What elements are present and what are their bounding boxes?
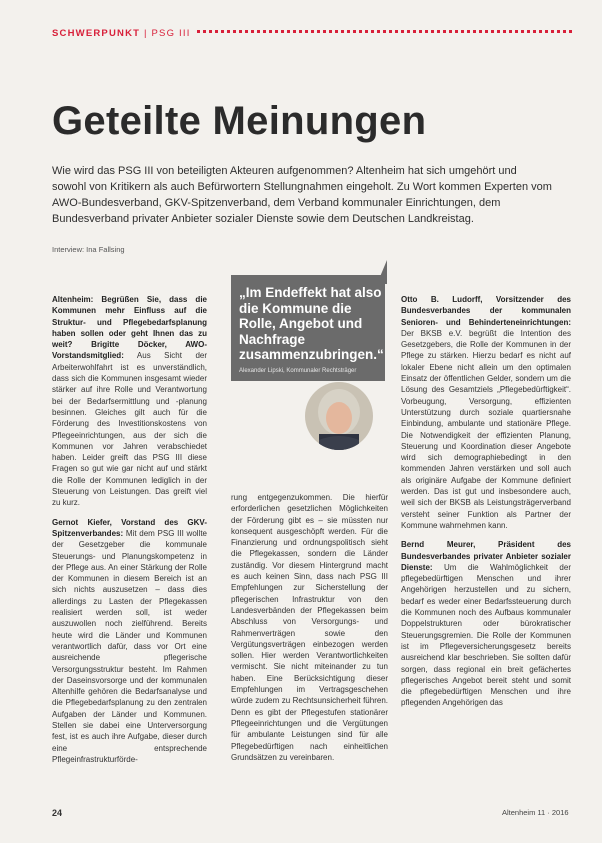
answer-text: Mit dem PSG III wollte der Gesetzgeber die kommunale Steuerungs- und Planungskompetenz in der Pflege aus. An einer Stärkung der Rolle der Kommunen in diesem Bereich ist an sich nichts auszusetzen – dass dies allerdings zu Lasten der Pflegekassen realisiert werden soll, ist weder auszuwollen noch zielführend. Bereits heute wird die Länder und Kommunen verantwortlich dafür, dass vor Ort eine ausreichende pflegerische Versorgungsstruktur besteht. Im Rahmen der Daseinsvorsorge und der kommunalen Altenhilfe gehören die Bedarfsanalyse und die Pflegebedarfsplanung zu den zentralen Aufgaben der Länder und Kommunen. Stellen sie dabei eine Unterversorgung fest, ist es auch ihre Aufgabe, dieser durch eine entsprechende Pflegeinfrastrukturförde- [52, 528, 207, 764]
section-header [52, 25, 572, 41]
answer-text: Um die Wahlmöglichkeit der pflegebedürftigen Menschen und ihrer Angehörigen herzustellen und zu sichern, bedarf es weder einer Bedarfssteuerung durch die Kommunen noch des Aufbaus kommunaler Doppelstrukturen oder bürokratischer Steuerungsgremien. Die Rolle der Kommunen ist im Pflegeversicherungsgesetz bereits ausreichend klar beschrieben. Sie sollten dafür sorgen, dass regional ein breit gefächertes pflegerisches Angebot bereit steht und somit die pflegebedürftigen Menschen und ihre pflegenden Angehörigen das [401, 562, 571, 708]
portrait-photo-icon [305, 382, 373, 450]
article-title: Geteilte Meinungen [52, 99, 427, 143]
section-name: SCHWERPUNKT [52, 27, 141, 39]
column-right [401, 294, 571, 717]
column-middle [231, 492, 388, 771]
column-left [52, 294, 207, 773]
interview-credit: Interview: Ina Fallsing [52, 245, 125, 254]
answer-block [52, 517, 207, 766]
answer-text: Der BKSB e.V. begrüßt die Intention des Gesetzgebers, die Rolle der Kommunen in der Pflege zu stärken. Hierzu bedarf es nicht auf lokaler Ebene nicht allein um den optimalen Einsatz der öffentlichen Gelder, sondern um die Lösung des Gesamtziels „Pflegebedürftigkeit“. Vorbeugung, Versorgung, effizienten Unterstützung durch soziale quartiersnahe Einbindung, ambulante und stationäre Pflege. Die Notwendigkeit der effizienten Planung, Steuerung und Koordination dieser Angebote wird sich demographiebedingt in den kommenden Jahren verstärken und soll auch als originäre Aufgabe der Kommune definiert werden. Das ist gut und insbesondere auch, weil sich der BKSB als Leistungsträgerverband versteht seiner Funktion als Partner der Kommune wahrnehmen kann. [401, 328, 571, 530]
section-separator: | [144, 27, 148, 39]
question-text: Altenheim: Begrüßen Sie, dass die Kommunen mehr Einfluss auf die Struktur- und Pflegebedarfsplanung haben sollen oder geht Ihnen das zu weit? Brigitte Döcker, AWO-Vorstandsmitglied: [52, 295, 207, 361]
article-intro: Wie wird das PSG III von beteiligten Akteuren aufgenommen? Altenheim hat sich umgehört und sowohl von Kritikern als auch Befürwortern Stellungnahmen eingeholt. Zu Wort kommen Experten vom AWO-Bundesverband, GKV-Spitzenverband, dem Verband kommunaler Einrichtungen, dem Bundesverband privater Anbieter sozialer Dienste sowie dem Deutschen Landkreistag. [52, 165, 552, 225]
pull-quote [231, 275, 385, 381]
answer-block [401, 294, 571, 531]
pull-quote-author: Alexander Lipski, Kommunaler Rechtsträger [239, 367, 357, 374]
question-block [52, 294, 207, 509]
answer-text: Aus Sicht der Arbeiterwohlfahrt ist es unverständlich, dass sich die Kommunen insgesamt wieder stärker auf ihre Rolle und Verantwortung bei der Bedarfsermittlung und -planung besinnen. Gleiches gilt auch für die Förderung des Investitionskostens von Pflegeeinrichtungen, aus der sich die Kommunen vor Jahren verabschiedet haben. Leider greift das PSG III diese Fragen so gut wie gar nicht auf und stärkt die Rolle der Kommunen lediglich in der Steuerung von Leistungen. Das greift viel zu kurz. [52, 351, 208, 508]
section-label [52, 28, 191, 39]
page-number: 24 [52, 808, 63, 818]
answer-continuation: rung entgegenzukommen. Die hierfür erforderlichen gesetzlichen Möglichkeiten der Förderung gibt es – sie müssten nur konsequent ausgeschöpft werden. Für die Finanzierung und ordnungspolitisch sieht die Pflegekassen, sondern die Länder zuständig. Vor diesem Hintergrund macht es auch keinen Sinn, dass nach PSG III Empfehlungen zur Sicherstellung der pflegerischen Infrastruktur von den Landesverbänden der Pflegekassen beim Abschluss von Versorgungs- und Rahmenverträgen sowie den Vergütungsverträgen einbezogen werden sollen. Hier werden Verantwortlichkeiten vermischt. Sie nicht miteinander zu tun haben. Eine Berücksichtigung dieser Empfehlungen im Vertragsgeschehen würde zudem zu Rechtsunsicherheit führen. Denn es gibt der Pflegestufen stationärer Pflegeeinrichtungen und die Vergütungen für ambulante Leistungen sind für alle Pflegebedürftigen nach einheitlichen Grundsätzen zu vereinbaren. [231, 493, 388, 762]
speaker-label: Otto B. Ludorff, Vorsitzender des Bundesverbandes der kommunalen Senioren- und Behinderteneinrichtungen: [401, 295, 571, 327]
speaker-label: Gernot Kiefer, Vorstand des GKV-Spitzenverbandes: [52, 517, 207, 538]
pull-quote-text: „Im Endeffekt hat also die Kommune die Rolle, Angebot und Nachfrage zusammenzubringen.“ [239, 285, 384, 362]
dotted-rule [197, 30, 572, 36]
answer-block [401, 539, 571, 708]
magazine-issue: Altenheim 11 · 2016 [502, 808, 569, 817]
speaker-label: Bernd Meurer, Präsident des Bundesverbandes privater Anbieter sozialer Dienste: [401, 540, 571, 572]
section-subname: PSG III [151, 27, 191, 39]
